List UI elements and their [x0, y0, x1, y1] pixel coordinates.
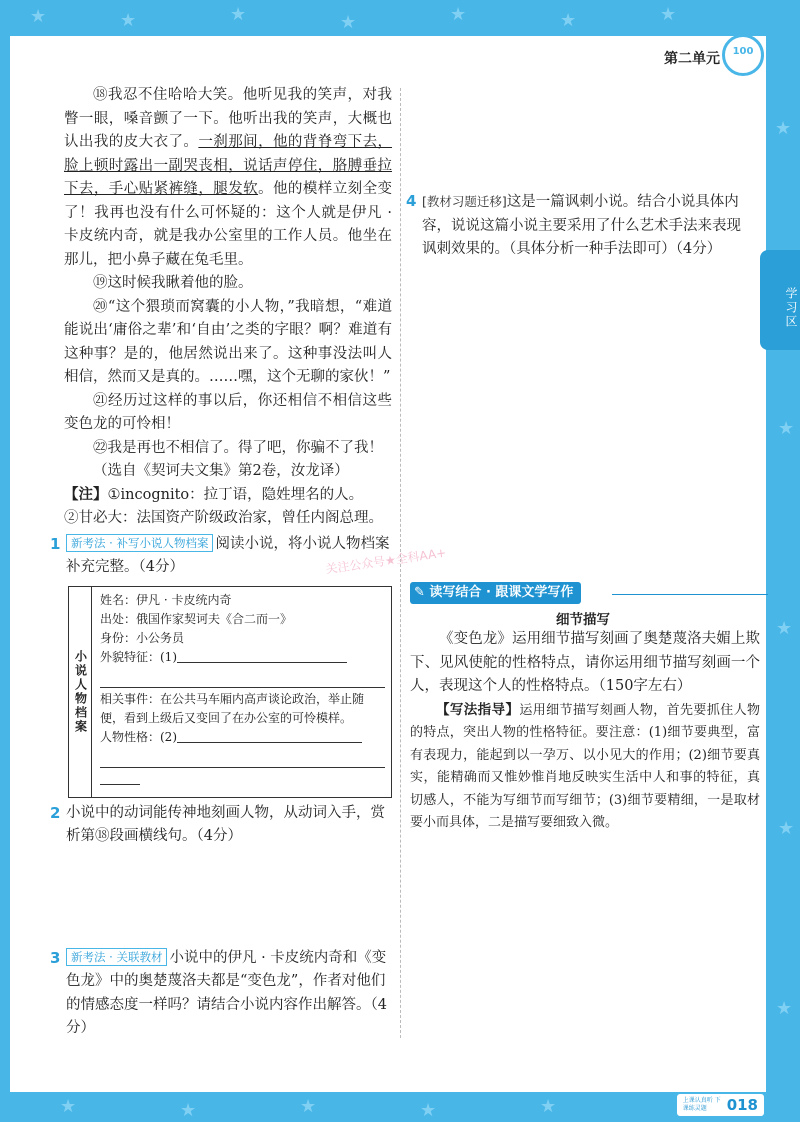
section-rule	[612, 594, 768, 595]
paragraph-21: ㉑经历过这样的事以后，你还相信不相信这些变色龙的可怜相！	[64, 392, 392, 432]
paragraph-22: ㉒我是再也不相信了。得了吧，你骗不了我！	[93, 439, 383, 456]
question-number: 3	[50, 948, 61, 967]
question-2	[50, 802, 392, 849]
question-text: 小说中的伊凡 · 卡皮统内奇和《变色龙》中的奥楚蔑洛夫都是“变色龙”，作者对他们的情感态度一样吗？请结合小说内容作出解答。（4分）	[66, 949, 387, 1036]
note-label: 【注】	[64, 486, 108, 503]
star-icon: ★	[560, 10, 577, 31]
question-number: 2	[50, 803, 61, 822]
profile-appearance-label: 外貌特征：(1)	[100, 649, 177, 664]
star-icon: ★	[30, 6, 47, 27]
question-text: 小说中的动词能传神地刻画人物，从动词入手，赏析第⑱段画横线句。（4分）	[66, 804, 385, 844]
section-banner	[410, 582, 581, 604]
star-icon: ★	[340, 12, 357, 33]
question-text: 这是一篇讽刺小说。结合小说具体内容，说说这篇小说主要采用了什么艺术手法来表现讽刺效果的。（具体分析一种手法即可）（4分）	[422, 194, 741, 257]
question-4-body	[406, 190, 746, 262]
star-icon: ★	[230, 4, 247, 25]
profile-origin: 出处：俄国作家契诃夫《合二而一》	[100, 611, 293, 626]
question-tag: 新考法 · 关联教材	[66, 948, 167, 966]
paragraph-18	[64, 84, 392, 272]
star-icon: ★	[120, 10, 137, 31]
profile-body	[92, 587, 391, 797]
profile-events: 相关事件：在公共马车厢内高声谈论政治，举止随便，看到上级后又变回了在办公室的可怜模样。	[100, 691, 365, 725]
star-icon: ★	[775, 118, 792, 139]
profile-table	[68, 586, 392, 798]
profile-name: 姓名：伊凡 · 卡皮统内奇	[100, 592, 232, 607]
profile-identity: 身份：小公务员	[100, 630, 185, 645]
writing-prompt: 《变色龙》运用细节描写刻画了奥楚蔑洛夫媚上欺下、见风使舵的性格特点，请你运用细节描写刻画一个人，表现这个人的性格特点。（150字左右）	[410, 631, 760, 694]
p18-text: ⑱我忍不住哈哈大笑。他听见我的笑声，对我瞥一眼，嗓音颤了一下。他听出我的笑声，大概也认出我的皮大衣了。	[64, 87, 392, 150]
question-3	[50, 947, 392, 1041]
footer	[677, 1094, 764, 1116]
answer-blank[interactable]	[177, 728, 362, 743]
writing-section	[410, 628, 760, 835]
page-number: 018	[726, 1096, 758, 1114]
question-tag: 新考法 · 补写小说人物档案	[66, 534, 213, 552]
question-4	[406, 190, 746, 262]
question-number: 4	[406, 192, 417, 210]
answer-blank[interactable]	[100, 770, 140, 785]
star-icon: ★	[60, 1096, 77, 1117]
star-icon: ★	[776, 998, 793, 1019]
star-icon: ★	[450, 4, 467, 25]
question-number: 1	[50, 534, 61, 553]
star-icon: ★	[778, 818, 795, 839]
profile-character	[100, 728, 385, 747]
star-icon: ★	[180, 1100, 197, 1121]
answer-blank[interactable]	[100, 669, 385, 688]
paragraph-20: ⑳“这个猥琐而窝囊的小人物，”我暗想，“难道能说出‘庸俗之辈’和‘自由’之类的字眼？啊？难道有这种事？是的，他居然说出来了。这种事没法叫人相信，然而又是真的。……嘿，这个无聊的家伙！”	[64, 298, 392, 385]
right-border	[766, 0, 800, 1122]
section-banner-label: 读写结合 · 跟课文学写作	[429, 585, 574, 600]
writing-guide	[410, 699, 760, 835]
p18-text-end: 。他的模样立刻全变了！我再也没有什么可怀疑的：这个人就是伊凡 · 卡皮统内奇，就是我办公室里的工作人员。他坐在那儿，把小鼻子藏在兔毛里。	[64, 181, 393, 268]
footer-slogan: 上课认真听 下课练灵题	[682, 1097, 721, 1112]
star-icon: ★	[776, 618, 793, 639]
source-citation: （选自《契诃夫文集》第2卷，汝龙译）	[93, 463, 349, 479]
p18-underlined: 一刹那间，他的背脊弯下去，脸上顿时露出一副哭丧相，说话声停住，胳膊垂拉下去，手心贴紧裤缝，腿发软	[64, 134, 393, 197]
guide-label: 【写法指导】	[436, 701, 520, 718]
star-icon: ★	[540, 1096, 557, 1117]
left-border	[0, 0, 10, 1122]
paragraph-19: ⑲这时候我瞅着他的脸。	[93, 275, 253, 291]
guide-text: 运用细节描写刻画人物，首先要抓住人物的特点，突出人物的性格特征。要注意：(1)细节要典型，富有表现力，能起到以一孕万、以小见大的作用；(2)细节要真实，能精确而又惟妙惟肖地反映实生活中人和事的特征，真切感人，不能为写细节而写细节；(3)细节要精细，一是取材要小而具体，二是描写要细致入微。	[410, 702, 760, 830]
writing-title: 细节描写	[556, 612, 610, 628]
profile-appearance	[100, 648, 385, 667]
profile-character-label: 人物性格：(2)	[100, 729, 177, 744]
note-1-text: ①incognito：拉丁语，隐姓埋名的人。	[107, 486, 364, 503]
pencil-icon: ✎	[414, 585, 430, 600]
question-tag: [教材习题迁移]	[422, 194, 507, 209]
unit-header: 第二单元	[664, 51, 720, 67]
logo-icon: 100	[722, 34, 764, 76]
star-icon: ★	[778, 418, 795, 439]
star-icon: ★	[420, 1100, 437, 1121]
star-icon: ★	[300, 1096, 317, 1117]
answer-blank[interactable]	[177, 648, 347, 663]
watermark: 关注公众号★全科AA+	[324, 545, 448, 577]
star-icon: ★	[660, 4, 677, 25]
note-1	[64, 484, 392, 508]
profile-side-label: 小说人物档案	[69, 587, 92, 797]
side-tab-study[interactable]: 学习区	[760, 250, 800, 350]
question-text: 阅读小说，将小说人物档案补充完整。（4分）	[66, 535, 390, 575]
note-2: ②甘必大：法国资产阶级政治家，曾任内阁总理。	[64, 510, 383, 526]
answer-blank[interactable]	[100, 749, 385, 768]
